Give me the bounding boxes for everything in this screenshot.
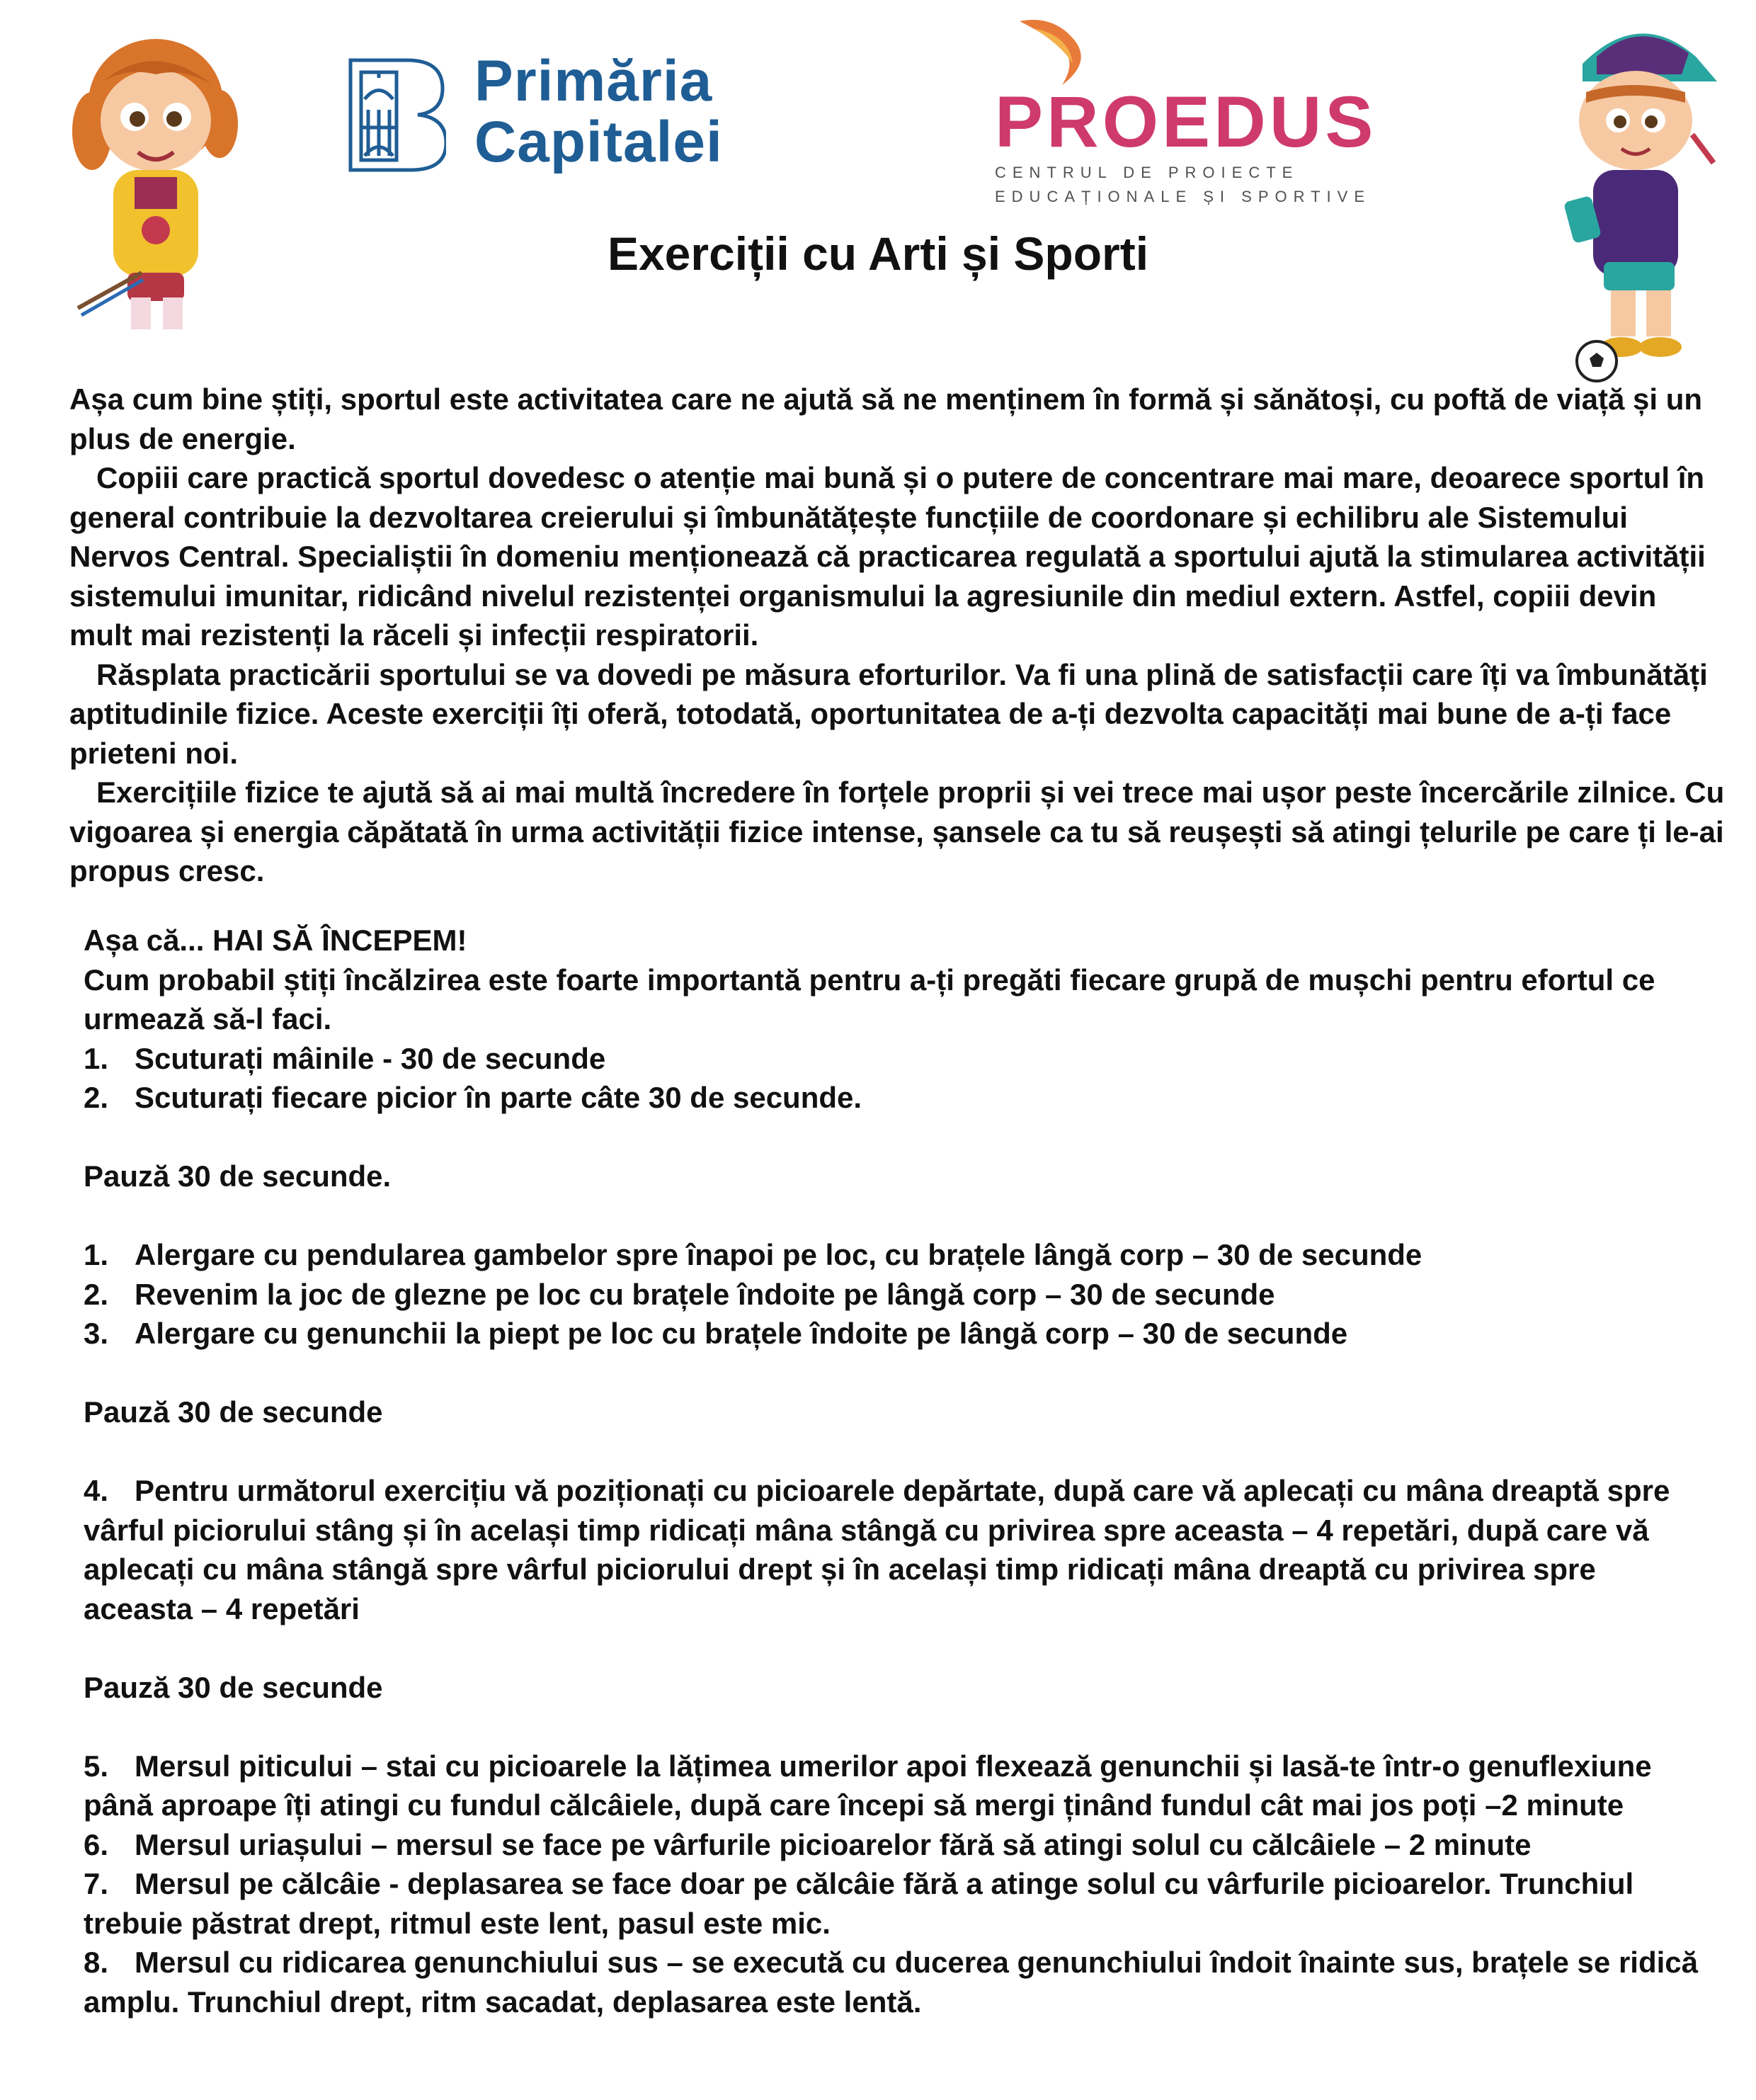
pause-note: Pauză 30 de secunde. bbox=[84, 1159, 392, 1193]
list-number: 5. bbox=[84, 1749, 109, 1783]
list-number: 6. bbox=[84, 1827, 109, 1861]
page-title: Exerciții cu Arti și Sporti bbox=[607, 227, 1149, 280]
list-item bbox=[84, 1039, 1698, 1079]
proedus-logo-word: PROEDUS bbox=[995, 81, 1377, 162]
list-text: Mersul cu ridicarea genunchiului sus – se execută cu ducerea genunchiului îndoit înainte sus, brațele se ridică amplu. Trunchiul drept, ritm sacadat, deplasarea este lentă. bbox=[84, 1946, 1698, 2019]
boy-mascot-illustration bbox=[1554, 14, 1724, 382]
list-item bbox=[84, 1825, 1698, 1865]
list-item bbox=[84, 1747, 1698, 1825]
exercises-section bbox=[84, 921, 1698, 2021]
intro-text bbox=[69, 380, 1726, 891]
list-item bbox=[84, 1275, 1698, 1315]
proedus-tagline-line2: EDUCAȚIONALE ȘI SPORTIVE bbox=[995, 188, 1372, 205]
list-item bbox=[84, 1235, 1698, 1275]
intro-paragraph-3: Răsplata practicării sportului se va dovedi pe măsura eforturilor. Va fi una plină de satisfacții care îți va îmbunătăți aptitudinile fizice. Aceste exerciții îți oferă, totodată, oportunitatea de a-ți dezvolta capacități mai bune de a-ți face prieteni noi. bbox=[69, 657, 1708, 770]
list-text: Scuturați mâinile - 30 de secunde bbox=[135, 1041, 606, 1075]
pause-note: Pauză 30 de secunde bbox=[84, 1670, 383, 1704]
list-number: 7. bbox=[84, 1867, 109, 1900]
intro-paragraph-4: Exercițiile fizice te ajută să ai mai multă încredere în forțele proprii și vei trece mai ușor peste încercările zilnice. Cu vigoarea și energia căpătată în urma activității fizice intense, șansele ca tu să reușești să atingi țelurile pe care ți le-ai propus cresc. bbox=[69, 776, 1725, 887]
list-number: 2. bbox=[84, 1277, 109, 1311]
list-number: 2. bbox=[84, 1081, 109, 1114]
primaria-capitalei-logo-text bbox=[474, 51, 723, 173]
list-item bbox=[84, 1943, 1698, 2021]
primaria-capitalei-logo-icon bbox=[347, 57, 446, 174]
list-number: 1. bbox=[84, 1238, 109, 1271]
girl-mascot-illustration bbox=[64, 25, 248, 336]
intro-paragraph-2: Copiii care practică sportul dovedesc o atenție mai bună și o putere de concentrare mai mare, deoarece sportul în general contribuie la dezvoltarea creierului și îmbunătățește funcțiile de coordonare și echilibru ale Sistemului Nervos Central. Specialiștii în domeniu menționează că practicarea regulată a sportului ajută la stimularea activității sistemului imunitar, ridicând nivelul rezistenței organismului la agresiunile din mediul extern. Astfel, copiii devin mult mai rezistenți la răceli și infecții respiratorii. bbox=[69, 461, 1706, 652]
start-heading: Așa că... HAI SĂ ÎNCEPEM! bbox=[84, 924, 467, 957]
list-item bbox=[84, 1864, 1698, 1943]
list-text: Revenim la joc de glezne pe loc cu brațele îndoite pe lângă corp – 30 de secunde bbox=[135, 1277, 1275, 1311]
list-text: Alergare cu genunchii la piept pe loc cu brațele îndoite pe lângă corp – 30 de secunde bbox=[135, 1317, 1348, 1350]
list-number: 3. bbox=[84, 1317, 109, 1350]
pause-note: Pauză 30 de secunde bbox=[84, 1395, 383, 1429]
city-logo-line2: Capitalei bbox=[474, 110, 723, 174]
warmup-intro: Cum probabil știți încălzirea este foarte importantă pentru a-ți pregăti fiecare grupă de mușchi pentru efortul ce urmează să-l faci. bbox=[84, 963, 1655, 1035]
list-text: Mersul piticului – stai cu picioarele la lățimea umerilor apoi flexează genunchii și lasă-te într-o genuflexiune până aproape îți atingi cu fundul călcâiele, după care începi să mergi ținând fundul cât mai jos poți –2 minute bbox=[84, 1749, 1652, 1822]
list-number: 4. bbox=[84, 1474, 109, 1507]
list-number: 1. bbox=[84, 1041, 109, 1075]
list-text: Mersul pe călcâie - deplasarea se face doar pe călcâie fără a atinge solul cu vârfurile picioarelor. Trunchiul trebuie păstrat drept, ritmul este lent, pasul este mic. bbox=[84, 1867, 1634, 1940]
list-item bbox=[84, 1471, 1698, 1628]
proedus-logo bbox=[995, 81, 1413, 207]
list-number: 8. bbox=[84, 1946, 109, 1979]
list-item bbox=[84, 1314, 1698, 1353]
city-logo-line1: Primăria bbox=[474, 49, 713, 113]
proedus-flame-icon bbox=[1013, 14, 1112, 92]
list-text: Pentru următorul exercițiu vă poziționați cu picioarele depărtate, după care vă aplecați cu mâna dreaptă spre vârful piciorului stâng și în același timp ridicați mâna stângă cu privirea spre aceasta – 4 repetări, după care vă aplecați cu mâna stângă spre vârful piciorului drept și în același timp ridicați mâna dreaptă cu privirea spre aceasta – 4 repetări bbox=[84, 1474, 1670, 1625]
list-item bbox=[84, 1078, 1698, 1118]
list-text: Mersul uriașului – mersul se face pe vârfurile picioarelor fără să atingi solul cu călcâiele – 2 minute bbox=[135, 1827, 1532, 1861]
list-text: Scuturați fiecare picior în parte câte 30 de secunde. bbox=[135, 1081, 862, 1114]
proedus-tagline-line1: CENTRUL DE PROIECTE bbox=[995, 164, 1299, 181]
list-text: Alergare cu pendularea gambelor spre înapoi pe loc, cu brațele lângă corp – 30 de secunde bbox=[135, 1238, 1423, 1271]
intro-paragraph-1: Așa cum bine știți, sportul este activitatea care ne ajută să ne menținem în formă și sănătoși, cu poftă de viață și un plus de energie. bbox=[69, 382, 1703, 455]
